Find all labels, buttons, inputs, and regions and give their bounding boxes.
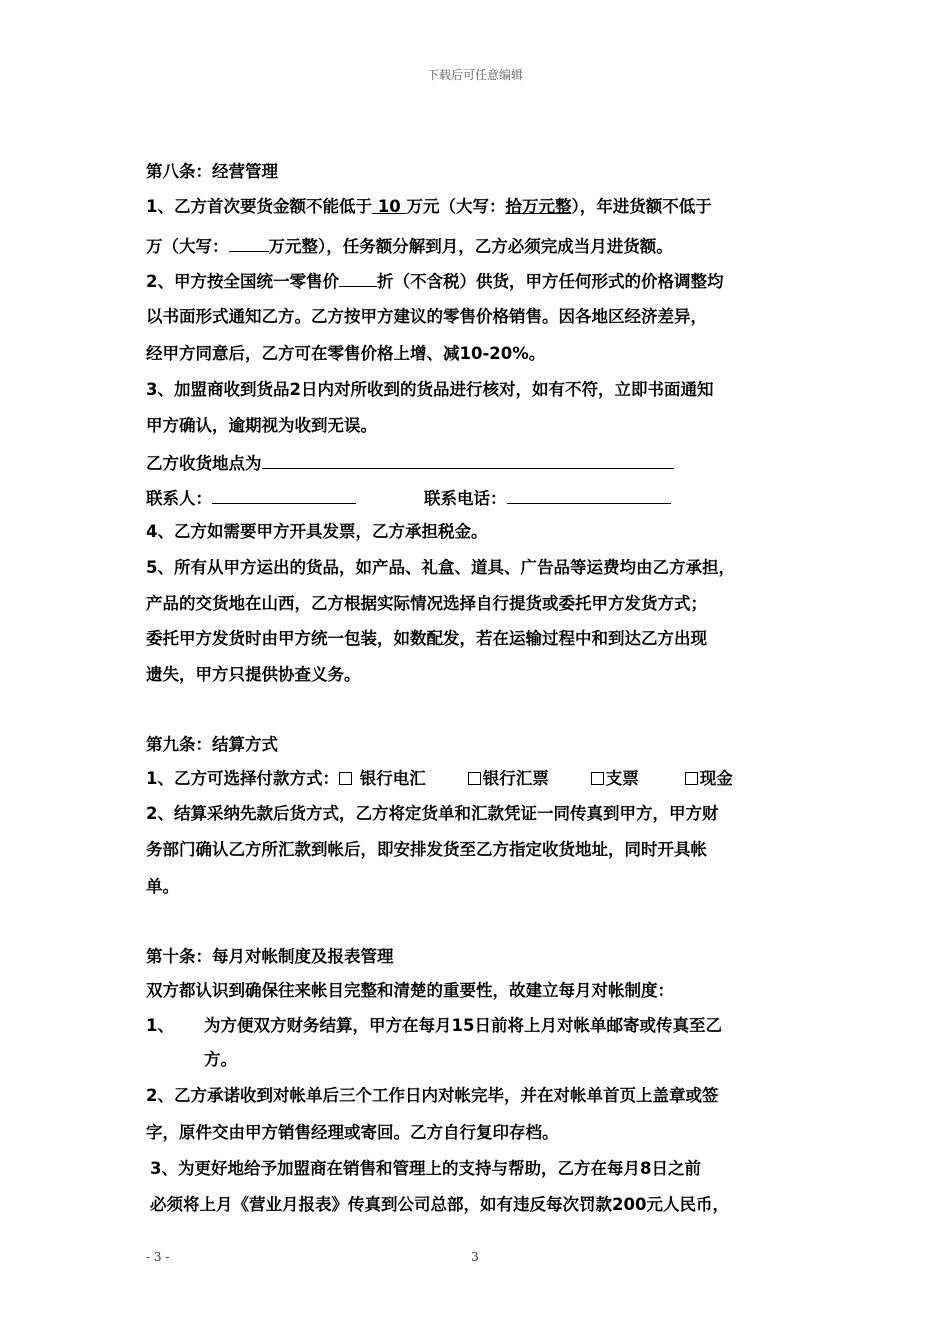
contact-person-blank xyxy=(212,485,356,504)
option-label: 现金 xyxy=(699,769,733,788)
text: 2、甲方按全国统一零售价 xyxy=(146,272,339,291)
clause-8-1-line-1 xyxy=(146,195,712,219)
clause-8-2-line-2: 以书面形式通知乙方。乙方按甲方建议的零售价格销售。因各地区经济差异， xyxy=(146,307,707,326)
clause-10-1-line-2: 方。 xyxy=(204,1050,237,1069)
discount-blank xyxy=(339,268,377,287)
text: ），年进货额不低于 xyxy=(571,197,712,216)
footer-page-number: 3 xyxy=(471,1250,479,1264)
annual-amount-blank xyxy=(229,233,269,252)
checkbox-wire-transfer[interactable] xyxy=(339,772,352,785)
text: 万（大写： xyxy=(146,237,229,256)
clause-8-5-line-3: 委托甲方发货时由甲方统一包装，如数配发，若在运输过程中和到达乙方出现 xyxy=(146,629,707,648)
clause-10-1-num: 1、 xyxy=(146,1016,174,1035)
text: 万元（大写： xyxy=(406,197,506,216)
text: 1、乙方可选择付款方式： xyxy=(146,769,339,788)
section-8-title: 第八条：经营管理 xyxy=(146,162,278,181)
checkbox-bank-draft[interactable] xyxy=(468,772,481,785)
contact-line xyxy=(146,485,671,511)
clause-9-2-line-3: 单。 xyxy=(146,877,179,896)
option-label: 银行电汇 xyxy=(359,769,426,788)
clause-10-2-line-1: 2、乙方承诺收到对帐单后三个工作日内对帐完毕，并在对帐单首页上盖章或签 xyxy=(146,1086,719,1105)
min-order-amount: 10 xyxy=(371,197,407,216)
contact-phone-blank xyxy=(507,485,671,504)
clause-10-1-line-1: 为方便双方财务结算，甲方在每月15日前将上月对帐单邮寄或传真至乙 xyxy=(204,1016,722,1035)
delivery-address-line xyxy=(146,450,674,476)
clause-8-2-line-1 xyxy=(146,268,723,294)
clause-8-5-line-1: 5、所有从甲方运出的货品，如产品、礼盒、道具、广告品等运费均由乙方承担， xyxy=(146,558,735,577)
clause-10-2-line-2: 字，原件交由甲方销售经理或寄回。乙方自行复印存档。 xyxy=(146,1123,559,1142)
clause-8-4: 4、乙方如需要甲方开具发票，乙方承担税金。 xyxy=(146,522,488,541)
option-label: 支票 xyxy=(605,769,639,788)
clause-8-5-line-2: 产品的交货地在山西，乙方根据实际情况选择自行提货或委托甲方发货方式； xyxy=(146,594,707,613)
payment-options-line xyxy=(146,767,733,791)
checkbox-cheque[interactable] xyxy=(591,772,604,785)
clause-8-5-line-4: 遗失，甲方只提供协查义务。 xyxy=(146,665,361,684)
clause-8-3-line-1: 3、加盟商收到货品2日内对所收到的货品进行核对，如有不符，立即书面通知 xyxy=(146,380,714,399)
text: 乙方收货地点为 xyxy=(146,454,262,473)
section-9-title: 第九条：结算方式 xyxy=(146,735,278,754)
clause-8-2-line-3: 经甲方同意后，乙方可在零售价格上增、减10-20%。 xyxy=(146,344,546,363)
section-10-intro: 双方都认识到确保往来帐目完整和清楚的重要性，故建立每月对帐制度： xyxy=(146,981,674,1000)
checkbox-cash[interactable] xyxy=(685,772,698,785)
clause-8-3-line-2: 甲方确认，逾期视为收到无误。 xyxy=(146,416,377,435)
min-order-amount-words: 拾万元整 xyxy=(505,197,572,216)
text: 1、乙方首次要货金额不能低于 xyxy=(146,197,372,216)
clause-9-2-line-1: 2、结算采纳先款后货方式，乙方将定货单和汇款凭证一同传真到甲方，甲方财 xyxy=(146,804,719,823)
section-10-title: 第十条：每月对帐制度及报表管理 xyxy=(146,947,394,966)
text: 联系电话： xyxy=(424,489,507,508)
text: 联系人： xyxy=(146,489,212,508)
clause-9-2-line-2: 务部门确认乙方所汇款到帐后，即安排发货至乙方指定收货地址，同时开具帐 xyxy=(146,840,707,859)
text: 万元整），任务额分解到月，乙方必须完成当月进货额。 xyxy=(268,237,673,256)
text: 折（不含税）供货，甲方任何形式的价格调整均 xyxy=(376,272,724,291)
page-header: 下载后可任意编辑 xyxy=(426,68,523,82)
delivery-address-blank xyxy=(262,450,674,469)
clause-8-1-line-2 xyxy=(146,233,673,259)
clause-10-3-line-2: 必须将上月《营业月报表》传真到公司总部，如有违反每次罚款200元人民币， xyxy=(150,1195,729,1214)
footer-page-marker: - 3 - xyxy=(146,1250,170,1264)
clause-10-3-line-1: 3、为更好地给予加盟商在销售和管理上的支持与帮助，乙方在每月8日之前 xyxy=(150,1159,701,1178)
option-label: 银行汇票 xyxy=(482,769,549,788)
